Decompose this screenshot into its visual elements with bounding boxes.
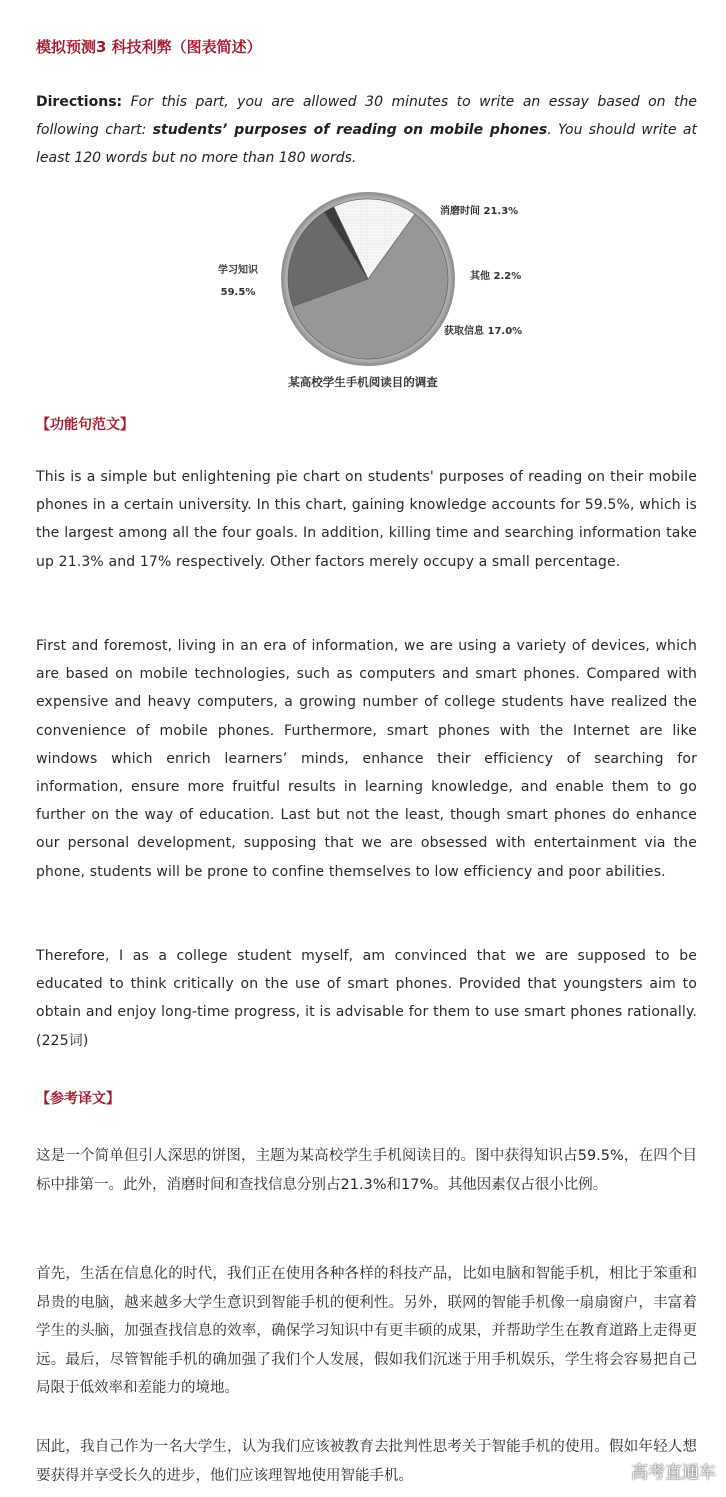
directions-label: Directions: <box>36 94 123 110</box>
translation-paragraph-2: 首先，生活在信息化的时代，我们正在使用各种各样的科技产品，比如电脑和智能手机，相比于笨重和昂贵的电脑，越来越多大学生意识到智能手机的便利性。另外，联网的智能手机像一扇扇窗户，丰富着学生的头脑，加强查找信息的效率，确保学习知识中有更丰硕的成果，并帮助学生在教育道路上走得更远。最后，尽管智能手机的确加强了我们个人发展，假如我们沉迷于用手机娱乐，学生将会容易把自己局限于低效率和差能力的境地。 <box>36 1266 697 1397</box>
directions-paragraph <box>36 88 697 172</box>
page-title: 模拟预测3 科技利弊（图表简述） <box>36 38 262 56</box>
directions-topic: students’ purposes of reading on mobile phones <box>152 122 548 138</box>
translation-paragraph-1: 这是一个简单但引人深思的饼图，主题为某高校学生手机阅读目的。图中获得知识占59.5%，在四个目标中排第一。此外，消磨时间和查找信息分别占21.3%和17%。其他因素仅占很小比例。 <box>36 1148 697 1193</box>
directions-text-1: For this part, you are allowed 30 minutes to write an essay based on the following chart: <box>36 94 697 138</box>
translation-heading: 【参考译文】 <box>36 1091 120 1107</box>
essay-paragraph-2: First and foremost, living in an era of information, we are using a variety of devices, which are based on mobile technologies, such as computers and smart phones. Compared with expensive and heavy computers, a growing number of college students have realized the convenience of mobile phones. Furthermore, smart phones with the Internet are like windows which enrich learners’ minds, enhance their efficiency of searching for information, ensure more fruitful results in learning knowledge, and enable them to go further on the way of education. Last but not the least, though smart phones do enhance our personal development, supposing that we are obsessed with entertainment via the phone, students will be prone to confine themselves to low efficiency and poor abilities. <box>36 638 697 880</box>
directions-text-2: . You should write at least 120 words but no more than 180 words. <box>36 122 698 166</box>
slice-label-4: 消磨时间 21.3% <box>440 206 519 217</box>
chart-title: 某高校学生手机阅读目的调查 <box>288 375 438 389</box>
model-essay-heading: 【功能句范文】 <box>36 417 134 433</box>
slice-label-2: 获取信息 17.0% <box>444 326 523 337</box>
essay-paragraph-3: Therefore, I as a college student myself, am convinced that we are supposed to be educated to think critically on the use of smart phones. Provided that youngsters aim to obtain and enjoy long-time progress, it is advisable for them to use smart phones rationally. (225词) <box>36 948 697 1049</box>
essay-paragraph-1: This is a simple but enlightening pie chart on students' purposes of reading on their mobile phones in a certain university. In this chart, gaining knowledge accounts for 59.5%, which is the largest among all the four goals. In addition, killing time and searching information take up 21.3% and 17% respectively. Other factors merely occupy a small percentage. <box>36 469 697 570</box>
slice-label-3: 其他 2.2% <box>470 271 522 282</box>
watermark: 高考直通车 <box>631 1463 716 1483</box>
pie-chart <box>0 192 726 397</box>
translation-paragraph-3: 因此，我自己作为一名大学生，认为我们应该被教育去批判性思考关于智能手机的使用。假如年轻人想要获得并享受长久的进步，他们应该理智地使用智能手机。 <box>36 1439 697 1484</box>
slice-label-1: 学习知识 <box>218 265 258 276</box>
slice-value-1: 59.5% <box>220 287 256 298</box>
